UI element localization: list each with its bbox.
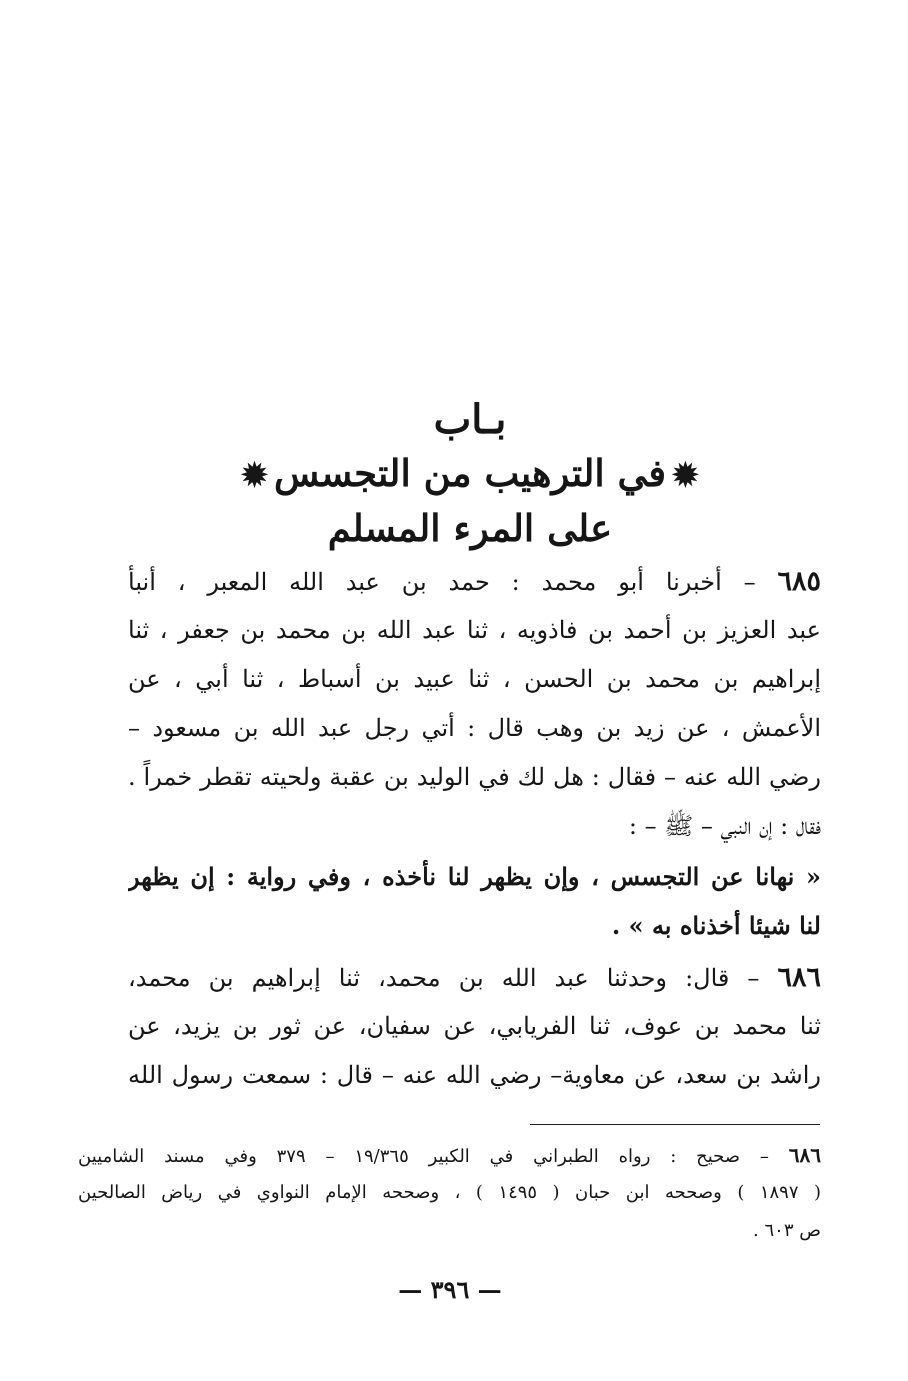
hadith-number: ٦٨٦ bbox=[777, 962, 821, 993]
hadith-686 bbox=[128, 953, 821, 1100]
hadith-line bbox=[128, 953, 821, 1002]
chapter-title-text: في الترهيب من التجسس bbox=[273, 451, 667, 495]
hadith-line bbox=[128, 557, 821, 606]
footnote bbox=[78, 1136, 821, 1250]
page-number: — ٣٩٦ — bbox=[398, 1275, 502, 1304]
hadith-line: فقال : إن النبي – ﷺ – : bbox=[628, 812, 821, 840]
hadith-line: الأعمش ، عن زيد بن وهب قال : أتي رجل عبد الله بن مسعود – bbox=[128, 714, 821, 742]
hadith-line: ثنا محمد بن عوف، ثنا الفريابي، عن سفيان، عن ثور بن يزيد، عن bbox=[128, 1012, 821, 1040]
hadith-line: عبد العزيز بن أحمد بن فاذويه ، ثنا عبد الله بن محمد بن جعفر ، ثنا bbox=[128, 616, 821, 644]
chapter-bab-heading: بـاب bbox=[433, 396, 507, 443]
hadith-number: ٦٨٥ bbox=[777, 566, 821, 597]
star-ornament-icon: ✹ bbox=[672, 456, 699, 494]
chapter-title bbox=[120, 448, 820, 500]
quote-line: « نهانا عن التجسس ، وإن يظهر لنا نأخذه ، وفي رواية : إن يظهر bbox=[128, 862, 821, 891]
footnote-divider bbox=[530, 1124, 820, 1125]
footnote-line: ( ١٨٩٧ ) وصححه ابن حبان ( ١٤٩٥ ) ، وصححه الإمام النواوي في رياض الصالحين bbox=[78, 1182, 821, 1203]
hadith-line: راشد بن سعد، عن معاوية– رضي الله عنه – قال : سمعت رسول الله bbox=[128, 1061, 821, 1089]
hadith-text: – قال: وحدثنا عبد الله بن محمد، ثنا إبراهيم بن محمد، bbox=[128, 964, 760, 992]
chapter-subtitle: على المرء المسلم bbox=[327, 506, 613, 550]
hadith-line: رضي الله عنه – فقال : هل لك في الوليد بن عقبة ولحيته تقطر خمراً . bbox=[128, 763, 821, 791]
hadith-685-quote bbox=[128, 852, 821, 950]
footnote-line: ص ٦٠٣ . bbox=[753, 1220, 821, 1241]
star-ornament-icon: ✹ bbox=[241, 456, 268, 494]
hadith-text: – أخبرنا أبو محمد : حمد بن عبد الله المعبر ، أنبأ bbox=[128, 568, 756, 596]
footnote-line bbox=[78, 1136, 821, 1174]
footnote-text: – صحيح : رواه الطبراني في الكبير ١٩/٣٦٥ – ٣٧٩ وفي مسند الشاميين bbox=[78, 1146, 769, 1167]
hadith-685 bbox=[128, 557, 821, 851]
quote-line: لنا شيئا أخذناه به » . bbox=[611, 911, 821, 940]
hadith-line: إبراهيم بن محمد بن الحسن ، ثنا عبيد بن أسباط ، ثنا أبي ، عن bbox=[128, 665, 821, 693]
footnote-number: ٦٨٦ bbox=[788, 1143, 821, 1167]
